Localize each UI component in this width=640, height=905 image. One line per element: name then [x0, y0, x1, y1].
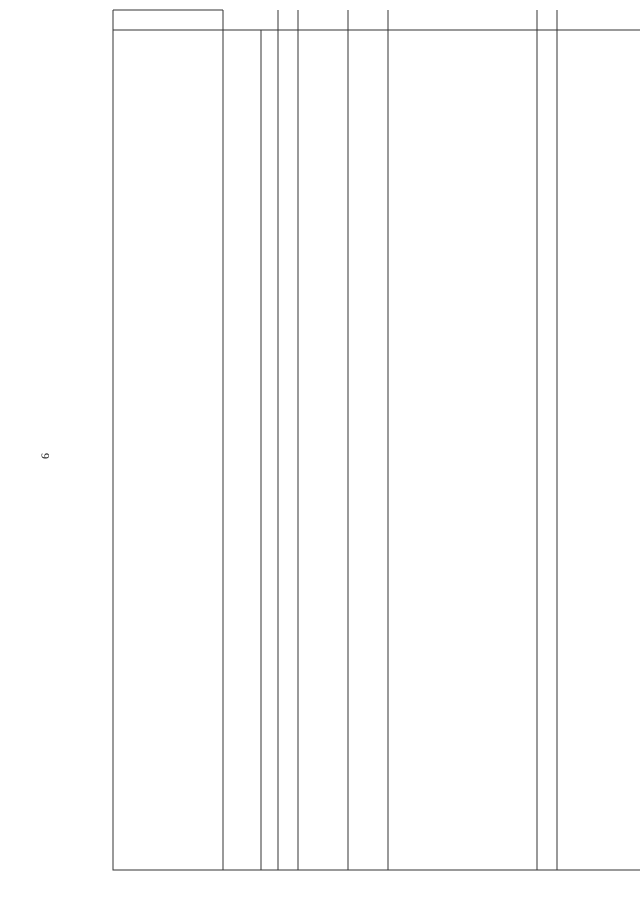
data-table	[113, 10, 640, 870]
page-number: 9	[38, 453, 53, 459]
table-lines	[113, 10, 640, 870]
